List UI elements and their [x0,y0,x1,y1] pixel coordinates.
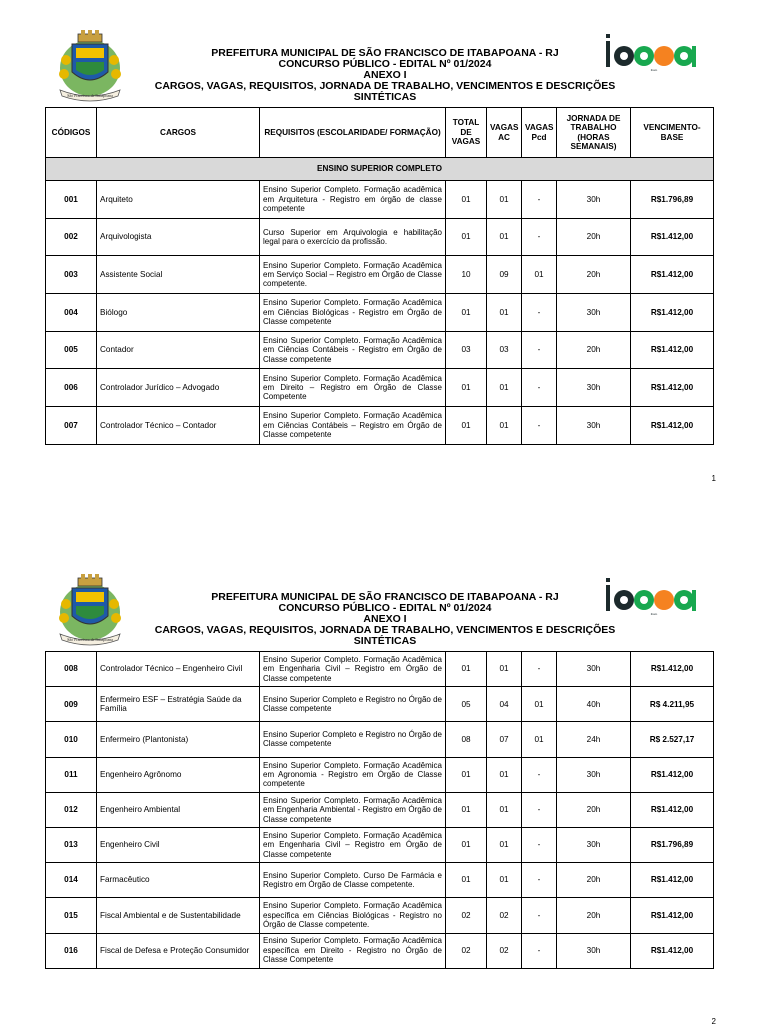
cell-vencimento: R$1.412,00 [631,898,714,933]
cell-vencimento: R$1.412,00 [631,407,714,445]
cell-codigo: 012 [46,792,97,827]
cell-requisitos: Ensino Superior Completo. Formação Acadêmica em Direito – Registro em Órgão de Classe Competente [260,369,446,407]
cell-vagas-ac: 01 [487,757,522,792]
cell-vagas-pcd: - [522,898,557,933]
cell-vagas-ac: 03 [487,331,522,369]
table-body [46,181,714,445]
table-row [46,898,714,933]
cell-vagas-ac: 02 [487,933,522,968]
cell-vagas-pcd: - [522,792,557,827]
cell-codigo: 015 [46,898,97,933]
cell-cargo: Controlador Técnico – Contador [97,407,260,445]
table-row [46,652,714,687]
cell-codigo: 005 [46,331,97,369]
document-page-2 [0,512,768,1024]
page-number: 2 [711,1017,716,1024]
cell-vencimento: R$1.412,00 [631,933,714,968]
municipal-crest-icon [50,24,130,104]
cell-jornada: 30h [557,827,631,862]
header-line-2: CONCURSO PÚBLICO - EDITAL Nº 01/2024 [278,58,492,70]
cell-total-vagas: 01 [446,652,487,687]
cell-jornada: 20h [557,256,631,294]
cell-codigo: 009 [46,687,97,722]
cell-vagas-ac: 04 [487,687,522,722]
cell-cargo: Enfermeiro (Plantonista) [97,722,260,757]
cell-vagas-ac: 02 [487,898,522,933]
cell-requisitos: Ensino Superior Completo. Formação Acadêmica em Ciências Contábeis - Registro em Órgão de Classe competente [260,331,446,369]
cell-requisitos: Ensino Superior Completo. Formação Acadêmica em Engenharia Civil – Registro em Órgão de Classe competente [260,827,446,862]
cell-total-vagas: 01 [446,294,487,332]
cell-jornada: 20h [557,331,631,369]
cell-total-vagas: 03 [446,331,487,369]
column-header-vencimento: VENCIMENTO-BASE [631,108,714,158]
cell-vagas-ac: 01 [487,407,522,445]
cell-requisitos: Ensino Superior Completo e Registro no Órgão de Classe competente [260,687,446,722]
cell-requisitos: Ensino Superior Completo. Curso De Farmácia e Registro em Órgão de Classe competente. [260,863,446,898]
cell-vencimento: R$1.796,89 [631,827,714,862]
column-header-vagas-pcd: VAGAS Pcd [522,108,557,158]
table-row [46,722,714,757]
table-row [46,256,714,294]
cell-vagas-ac: 01 [487,792,522,827]
cell-cargo: Assistente Social [97,256,260,294]
cell-jornada: 20h [557,792,631,827]
cell-codigo: 004 [46,294,97,332]
cell-codigo: 002 [46,218,97,256]
cell-vencimento: R$1.412,00 [631,256,714,294]
cell-vencimento: R$1.796,89 [631,181,714,219]
cargos-table-page-1 [45,107,714,445]
cell-vagas-pcd: - [522,294,557,332]
cell-vagas-ac: 01 [487,294,522,332]
cell-requisitos: Ensino Superior Completo. Formação Acadêmica em Ciências Biológicas - Registro em Órgão de Classe competente [260,294,446,332]
cell-requisitos: Ensino Superior Completo e Registro no Órgão de Classe competente [260,722,446,757]
cell-cargo: Fiscal de Defesa e Proteção Consumidor [97,933,260,968]
cell-requisitos: Ensino Superior Completo. Formação Acadêmica em Engenharia Civil – Registro em Órgão de Classe competente [260,652,446,687]
cell-total-vagas: 01 [446,181,487,219]
cell-jornada: 20h [557,218,631,256]
cell-total-vagas: 02 [446,898,487,933]
cell-jornada: 30h [557,407,631,445]
cell-codigo: 008 [46,652,97,687]
cell-total-vagas: 01 [446,407,487,445]
municipal-crest-icon [50,568,130,648]
cell-vagas-pcd: - [522,331,557,369]
cell-jornada: 30h [557,933,631,968]
cell-codigo: 014 [46,863,97,898]
cell-vagas-pcd: - [522,863,557,898]
cell-cargo: Biólogo [97,294,260,332]
cell-vagas-pcd: - [522,933,557,968]
cell-jornada: 30h [557,652,631,687]
cell-cargo: Engenheiro Civil [97,827,260,862]
cell-requisitos: Ensino Superior Completo. Formação Acadêmica em Serviço Social – Registro em Órgão de Classe competente. [260,256,446,294]
logo-text: ibam [650,68,658,72]
cell-cargo: Engenheiro Ambiental [97,792,260,827]
cell-vagas-pcd: 01 [522,722,557,757]
table-row [46,331,714,369]
cell-codigo: 013 [46,827,97,862]
cell-vagas-pcd: - [522,369,557,407]
cell-total-vagas: 01 [446,792,487,827]
header-line-4: CARGOS, VAGAS, REQUISITOS, JORNADA DE TRABALHO, VENCIMENTOS E DESCRIÇÕES SINTÉTICAS [154,80,616,103]
cell-total-vagas: 01 [446,369,487,407]
cell-requisitos: Ensino Superior Completo. Formação Acadêmica em Ciências Contábeis – Registro em Órgão de Classe competente [260,407,446,445]
section-title: ENSINO SUPERIOR COMPLETO [46,158,714,181]
table-row [46,933,714,968]
cell-cargo: Controlador Técnico – Engenheiro Civil [97,652,260,687]
cell-total-vagas: 01 [446,827,487,862]
cell-codigo: 010 [46,722,97,757]
cell-requisitos: Ensino Superior Completo. Formação Acadêmica em Engenharia Ambiental - Registro em Órgão de Classe competente [260,792,446,827]
table-row [46,218,714,256]
cell-vagas-ac: 09 [487,256,522,294]
cell-requisitos: Ensino Superior Completo. Formação Acadêmica em Agronomia - Registro em Órgão de Classe competente [260,757,446,792]
cell-codigo: 007 [46,407,97,445]
header-line-3: ANEXO I [363,613,407,625]
cell-vencimento: R$1.412,00 [631,652,714,687]
column-header-total-vagas: TOTAL DE VAGAS [446,108,487,158]
crest-ribbon-text: São Francisco de Itabapoana [67,637,113,642]
cell-vagas-pcd: 01 [522,256,557,294]
cell-vagas-pcd: 01 [522,687,557,722]
crest-ribbon-text: São Francisco de Itabapoana [67,93,113,98]
table-row [46,687,714,722]
cell-codigo: 011 [46,757,97,792]
column-header-requisitos: REQUISITOS (ESCOLARIDADE/ FORMAÇÃO) [260,108,446,158]
header-line-1: PREFEITURA MUNICIPAL DE SÃO FRANCISCO DE ITABAPOANA - RJ [211,591,559,603]
table-row [46,369,714,407]
header-line-4: CARGOS, VAGAS, REQUISITOS, JORNADA DE TRABALHO, VENCIMENTOS E DESCRIÇÕES SINTÉTICAS [154,624,616,647]
table-row [46,407,714,445]
cell-cargo: Fiscal Ambiental e de Sustentabilidade [97,898,260,933]
cell-jornada: 30h [557,181,631,219]
cell-requisitos: Ensino Superior Completo. Formação Acadêmica específica em Ciências Biológicas - Registro no Órgão de Classe competente. [260,898,446,933]
cell-vencimento: R$1.412,00 [631,792,714,827]
cell-total-vagas: 05 [446,687,487,722]
cell-jornada: 20h [557,863,631,898]
table-row [46,757,714,792]
cell-jornada: 20h [557,898,631,933]
cell-total-vagas: 01 [446,218,487,256]
cell-jornada: 40h [557,687,631,722]
cell-vagas-ac: 01 [487,652,522,687]
document-header [130,592,640,647]
ibam-logo-icon [604,32,704,72]
cell-codigo: 003 [46,256,97,294]
cell-cargo: Arquivologista [97,218,260,256]
page-number: 1 [711,474,716,483]
header-line-3: ANEXO I [363,69,407,81]
cell-vagas-ac: 01 [487,863,522,898]
document-header [130,48,640,103]
table-row [46,294,714,332]
cell-vencimento: R$ 2.527,17 [631,722,714,757]
cell-codigo: 016 [46,933,97,968]
cell-total-vagas: 01 [446,863,487,898]
cell-vencimento: R$ 4.211,95 [631,687,714,722]
header-line-1: PREFEITURA MUNICIPAL DE SÃO FRANCISCO DE ITABAPOANA - RJ [211,47,559,59]
table-row [46,827,714,862]
cell-cargo: Engenheiro Agrônomo [97,757,260,792]
cell-total-vagas: 08 [446,722,487,757]
cell-vagas-pcd: - [522,181,557,219]
cell-jornada: 30h [557,757,631,792]
cell-vencimento: R$1.412,00 [631,369,714,407]
table-row [46,792,714,827]
cell-vagas-ac: 01 [487,369,522,407]
cell-vagas-pcd: - [522,827,557,862]
cell-jornada: 30h [557,294,631,332]
cell-vagas-ac: 07 [487,722,522,757]
cell-vencimento: R$1.412,00 [631,294,714,332]
column-header-cargos: CARGOS [97,108,260,158]
cell-vagas-ac: 01 [487,181,522,219]
cell-vencimento: R$1.412,00 [631,218,714,256]
cell-cargo: Farmacêutico [97,863,260,898]
cell-requisitos: Curso Superior em Arquivologia e habilitação legal para o exercício da profissão. [260,218,446,256]
ibam-logo-icon [604,576,704,616]
header-line-2: CONCURSO PÚBLICO - EDITAL Nº 01/2024 [278,602,492,614]
cell-jornada: 24h [557,722,631,757]
cell-codigo: 006 [46,369,97,407]
column-header-vagas-ac: VAGAS AC [487,108,522,158]
cell-cargo: Contador [97,331,260,369]
table-row [46,181,714,219]
cell-jornada: 30h [557,369,631,407]
cell-cargo: Arquiteto [97,181,260,219]
cell-total-vagas: 02 [446,933,487,968]
cargos-table-page-2 [45,651,714,969]
column-header-jornada: JORNADA DE TRABALHO (HORAS SEMANAIS) [557,108,631,158]
cell-vagas-pcd: - [522,757,557,792]
cell-codigo: 001 [46,181,97,219]
cell-total-vagas: 01 [446,757,487,792]
cell-vagas-ac: 01 [487,827,522,862]
cell-vagas-pcd: - [522,652,557,687]
cell-vagas-pcd: - [522,407,557,445]
table-row [46,863,714,898]
column-header-codigos: CÓDIGOS [46,108,97,158]
table-body [46,652,714,969]
cell-vencimento: R$1.412,00 [631,757,714,792]
cell-requisitos: Ensino Superior Completo. Formação acadêmica em Arquitetura - Registro em órgão de classe competente [260,181,446,219]
cell-total-vagas: 10 [446,256,487,294]
cell-vagas-ac: 01 [487,218,522,256]
logo-text: ibam [650,612,658,616]
cell-vencimento: R$1.412,00 [631,863,714,898]
cell-cargo: Enfermeiro ESF – Estratégia Saúde da Família [97,687,260,722]
cell-cargo: Controlador Jurídico – Advogado [97,369,260,407]
cell-requisitos: Ensino Superior Completo. Formação Acadêmica específica em Direito - Registro no Órgão de Classe Competente [260,933,446,968]
cell-vagas-pcd: - [522,218,557,256]
cell-vencimento: R$1.412,00 [631,331,714,369]
